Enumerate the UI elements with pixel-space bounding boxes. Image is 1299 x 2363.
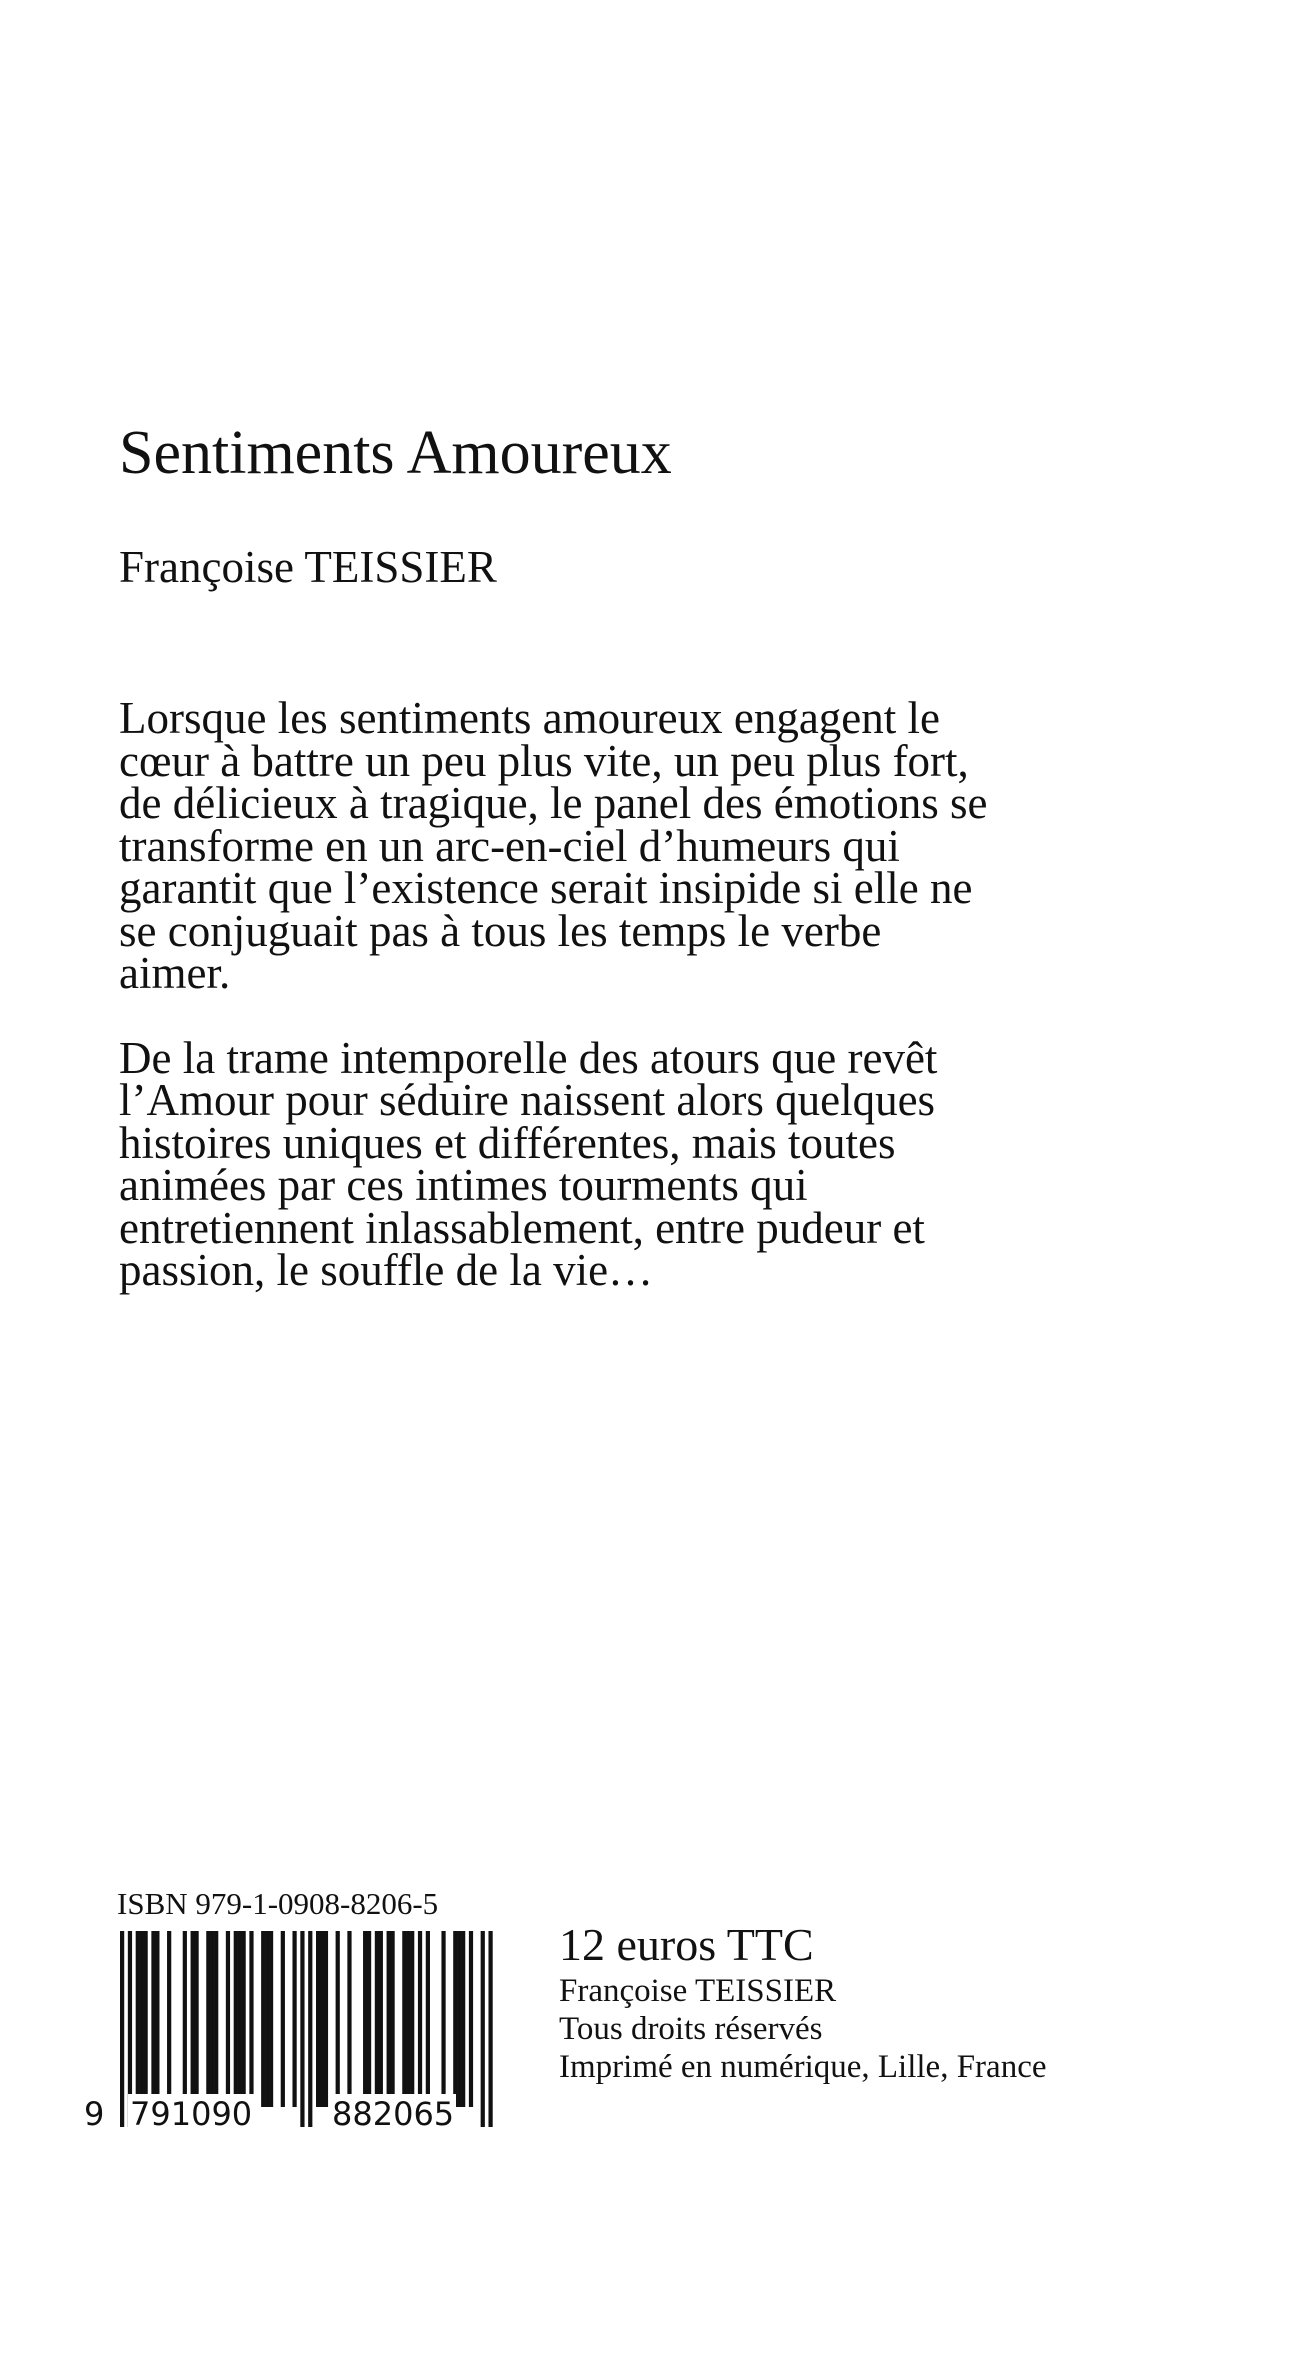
barcode-bar — [249, 1931, 253, 2107]
barcode-bar — [238, 1931, 242, 2107]
barcode-bar — [183, 1931, 187, 2107]
barcode-bar — [347, 1931, 351, 2107]
barcode-bar — [402, 1931, 406, 2107]
barcode-bar — [336, 1931, 340, 2107]
barcode-bar — [194, 1931, 198, 2107]
back-cover-blurb — [119, 693, 999, 1295]
barcode-bar — [363, 1931, 367, 2107]
barcode-bar — [324, 1931, 328, 2107]
barcode-bar — [281, 1931, 285, 2107]
barcode-bar — [242, 1931, 246, 2107]
book-title: Sentiments Amoureux — [119, 419, 672, 487]
imprint-location: Imprimé en numérique, Lille, France — [559, 2049, 1047, 2085]
barcode-bar — [140, 1931, 144, 2107]
barcode-bar — [269, 1931, 273, 2107]
barcode-digits-left: 791090 — [130, 2095, 253, 2133]
barcode-bar — [167, 1931, 171, 2107]
barcode-bar — [144, 1931, 148, 2107]
barcode-bar — [375, 1931, 379, 2107]
barcode-bar — [387, 1931, 391, 2107]
imprint-rights: Tous droits réservés — [559, 2011, 823, 2047]
barcode-bar — [367, 1931, 371, 2107]
barcode-bar — [390, 1931, 394, 2107]
barcode-digits-right: 882065 — [332, 2095, 455, 2133]
barcode-bar — [469, 1931, 473, 2107]
barcode-bar — [210, 1931, 214, 2107]
barcode-bar — [453, 1931, 457, 2107]
barcode-digits — [82, 2094, 502, 2134]
blurb-paragraph: Lorsque les sentiments amoureux engagent le cœur à battre un peu plus vite, un peu plus fort, de délicieux à tragique, le panel des émotions se transforme en un arc-en-ciel d’humeurs qui garantit que l’existence serait insipide si elle ne se conjuguait pas à tous les temps le verbe aimer. — [119, 693, 988, 998]
barcode-bar — [316, 1931, 320, 2107]
isbn-label: ISBN 979-1-0908-8206-5 — [117, 1886, 439, 1921]
barcode-bar — [136, 1931, 140, 2107]
barcode-bar — [234, 1931, 238, 2107]
barcode-bar — [292, 1931, 296, 2107]
price-label: 12 euros TTC — [559, 1919, 814, 1970]
barcode-bar — [461, 1931, 465, 2107]
barcode-bar — [226, 1931, 230, 2107]
book-author: Françoise TEISSIER — [119, 542, 497, 592]
barcode-bar — [426, 1931, 430, 2107]
imprint-author: Françoise TEISSIER — [559, 1973, 837, 2009]
barcode-bar — [261, 1931, 265, 2107]
barcode-bar — [379, 1931, 383, 2107]
barcode-bar — [206, 1931, 210, 2107]
barcode-bar — [418, 1931, 422, 2107]
barcode-bar — [410, 1931, 414, 2107]
barcode-bar — [265, 1931, 269, 2107]
barcode-bar — [457, 1931, 461, 2107]
barcode-bar — [214, 1931, 218, 2107]
barcode-bar — [151, 1931, 155, 2107]
barcode-bar — [155, 1931, 159, 2107]
barcode-bar — [191, 1931, 195, 2107]
imprint-block — [559, 1918, 1047, 2086]
barcode-bar — [441, 1931, 445, 2107]
barcode-bar — [406, 1931, 410, 2107]
barcode-bar — [320, 1931, 324, 2107]
barcode-digit-first: 9 — [84, 2095, 105, 2133]
blurb-paragraph: De la trame intemporelle des atours que revêt l’Amour pour séduire naissent alors quelques histoires uniques et différentes, mais toutes animées par ces intimes tourments qui entretiennent inlassablement, entre pudeur et passion, le souffle de la vie… — [119, 1032, 938, 1295]
